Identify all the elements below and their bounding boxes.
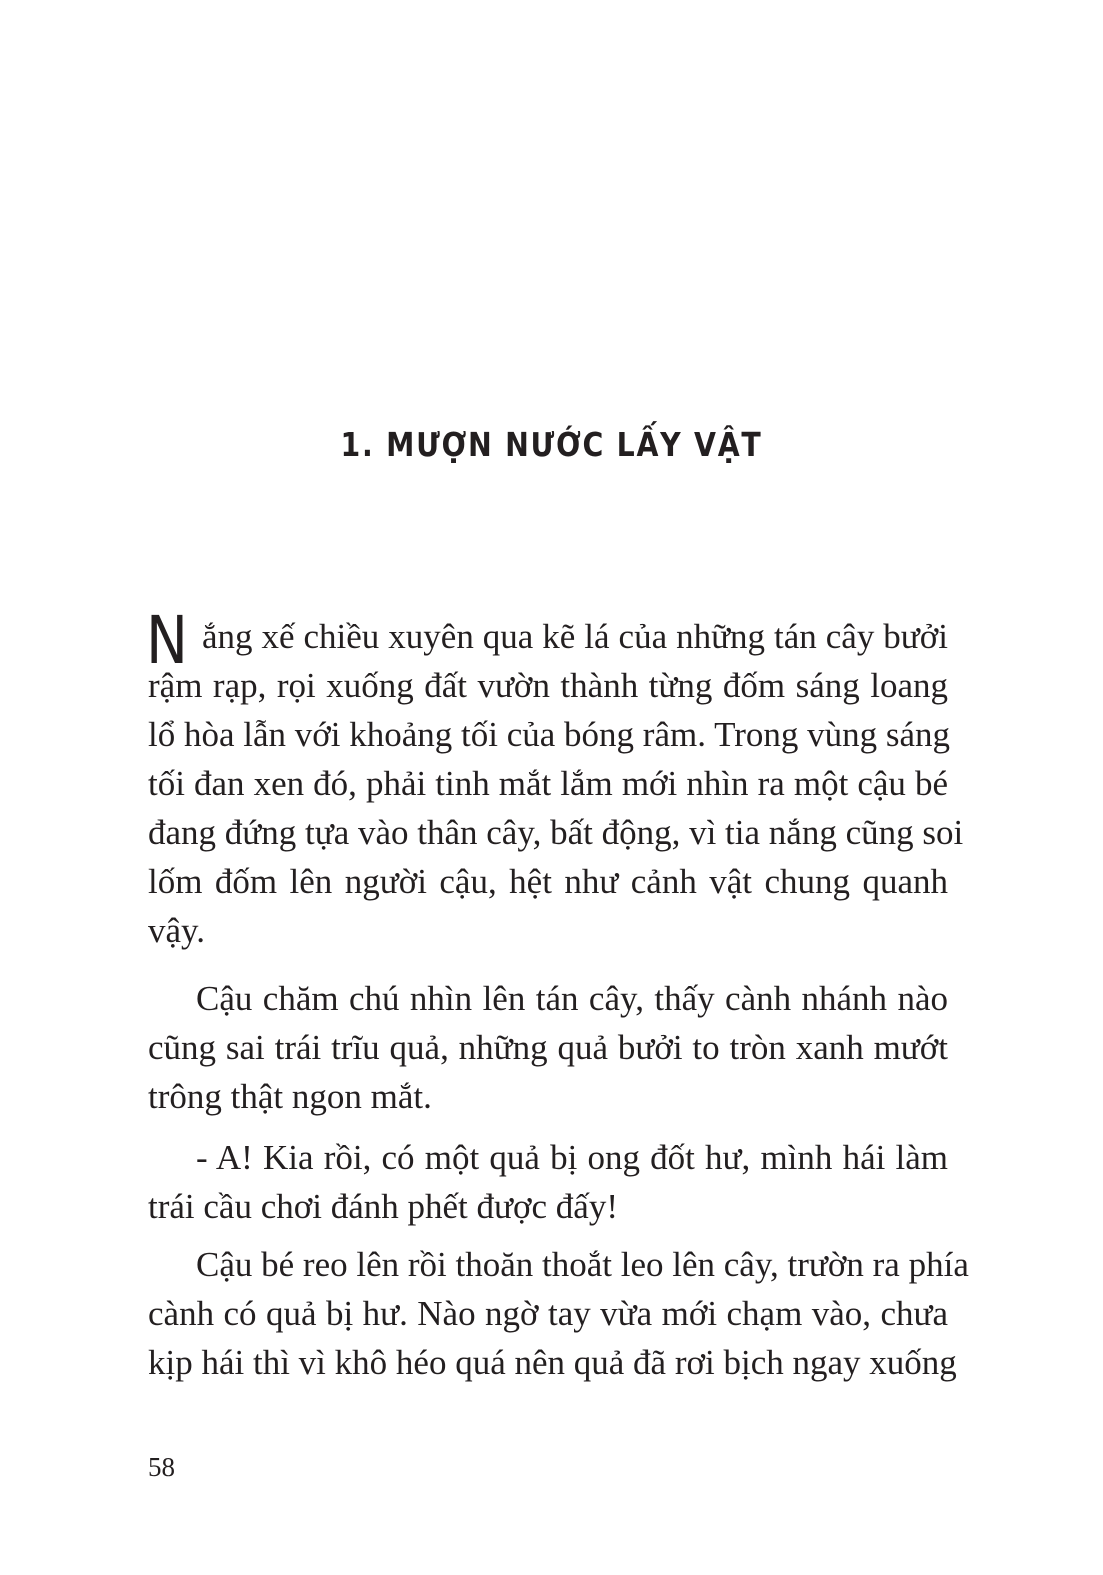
paragraph-line: lốm đốm lên người cậu, hệt như cảnh vật chung quanh xyxy=(148,862,948,901)
paragraph-4 xyxy=(148,1240,969,1387)
paragraph-line: kịp hái thì vì khô héo quá nên quả đã rơi bịch ngay xuống xyxy=(148,1343,957,1382)
paragraph-line: ắng xế chiều xuyên qua kẽ lá của những tán cây bưởi xyxy=(202,617,948,656)
paragraph-line: tối đan xen đó, phải tinh mắt lắm mới nhìn ra một cậu bé xyxy=(148,764,948,803)
paragraph-line: - A! Kia rồi, có một quả bị ong đốt hư, mình hái làm xyxy=(196,1138,948,1177)
paragraph-1 xyxy=(148,612,964,955)
paragraph-line: vậy. xyxy=(148,911,206,950)
paragraph-line: đang đứng tựa vào thân cây, bất động, vì tia nắng cũng soi xyxy=(148,813,964,852)
paragraph-line: trông thật ngon mắt. xyxy=(148,1077,432,1116)
drop-cap: N xyxy=(146,602,188,679)
paragraph-line: cũng sai trái trĩu quả, những quả bưởi to tròn xanh mướt xyxy=(148,1028,948,1067)
paragraph-line: cành có quả bị hư. Nào ngờ tay vừa mới chạm vào, chưa xyxy=(148,1294,948,1333)
paragraph-line: Cậu bé reo lên rồi thoăn thoắt leo lên cây, trườn ra phía xyxy=(196,1245,969,1284)
paragraph-3 xyxy=(148,1133,948,1231)
chapter-title: 1. MƯỢN NƯỚC LẤY VẬT xyxy=(340,425,763,464)
paragraph-2 xyxy=(148,974,948,1121)
paragraph-line: rậm rạp, rọi xuống đất vườn thành từng đốm sáng loang xyxy=(148,666,948,705)
paragraph-line: lổ hòa lẫn với khoảng tối của bóng râm. Trong vùng sáng xyxy=(148,715,951,754)
paragraph-line: Cậu chăm chú nhìn lên tán cây, thấy cành nhánh nào xyxy=(196,979,948,1018)
page-number: 58 xyxy=(148,1452,175,1482)
paragraph-line: trái cầu chơi đánh phết được đấy! xyxy=(148,1187,618,1226)
